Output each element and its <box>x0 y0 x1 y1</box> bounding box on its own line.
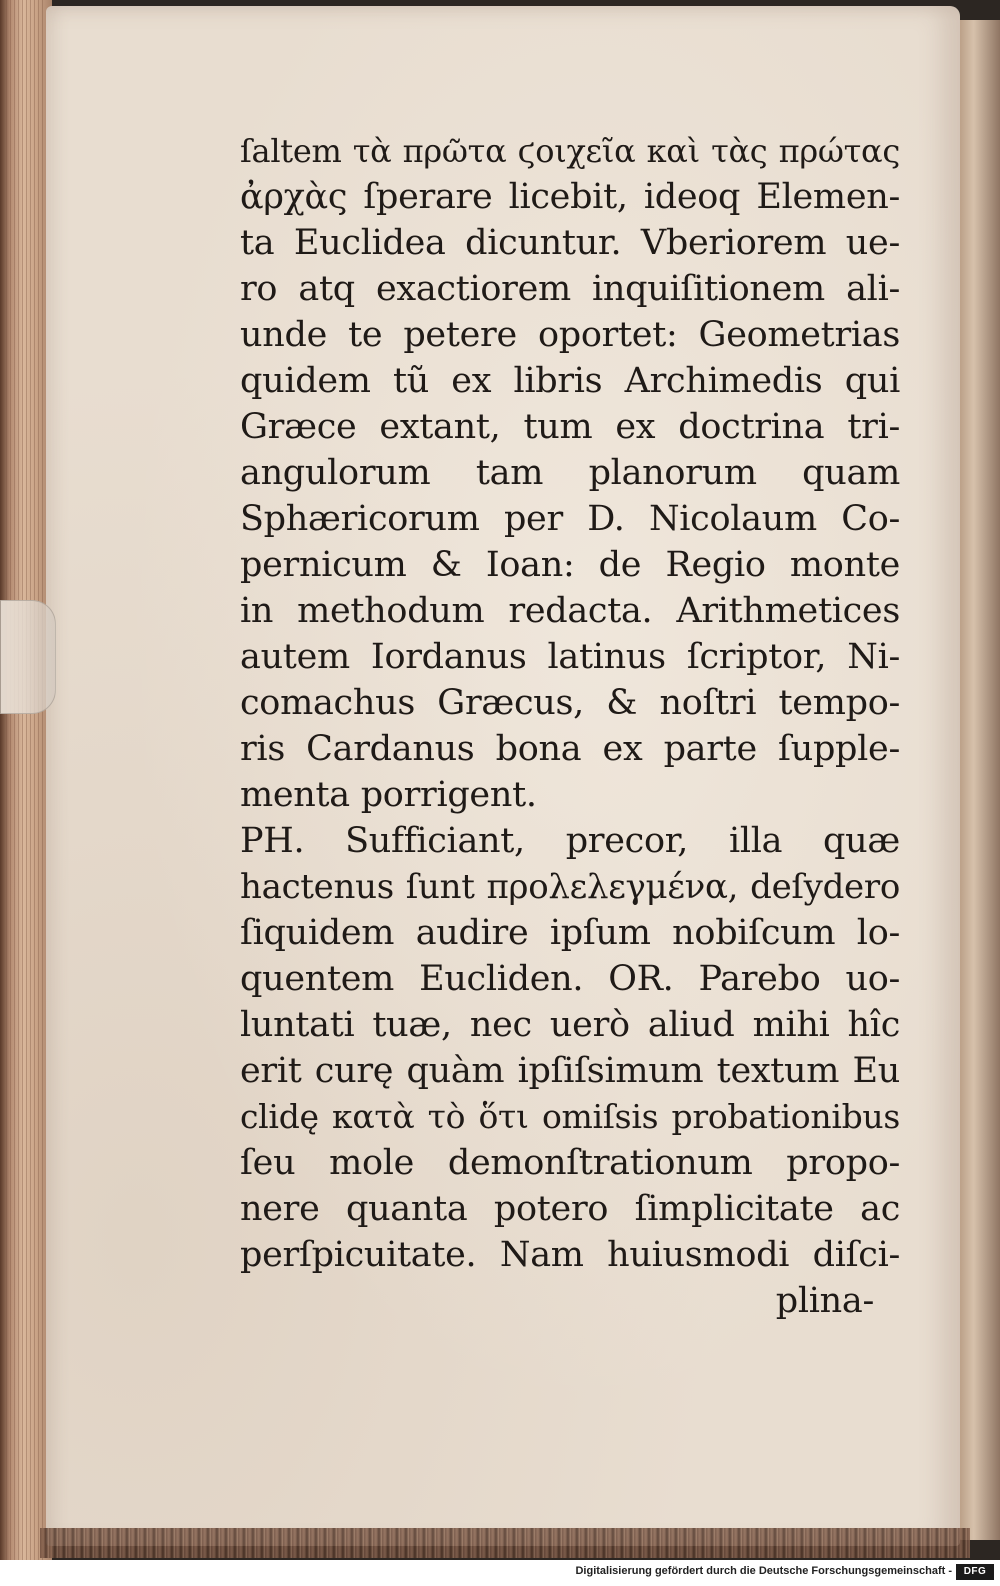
funding-credit: Digitalisierung gefördert durch die Deutsche Forschungsgemeinschaft - <box>575 1565 952 1577</box>
facing-page-edge <box>956 20 1000 1540</box>
text-line-4: ro atq exactiorem inquiſitionem ali- <box>240 269 900 309</box>
text-line-1: ſaltem τὰ πρῶτα ϛοιχεῖα καὶ τὰς πρώτας <box>240 132 900 170</box>
text-line-5: unde te petere oportet: Geometrias <box>240 315 900 355</box>
page-text <box>240 128 900 1324</box>
text-line-6: quidem tũ ex libris Archimedis qui <box>240 361 900 401</box>
text-line-12: autem Iordanus latinus ſcriptor, Ni- <box>240 637 900 677</box>
text-line-11: in methodum redacta. Arithmetices <box>240 591 900 631</box>
text-line-17: hactenus ſunt προλελεγμένα, deſydero <box>240 867 900 907</box>
text-line-9: Sphæricorum per D. Nicolaum Co- <box>240 499 900 539</box>
text-line-10: pernicum & Ioan: de Regio monte <box>240 545 900 585</box>
footer-bar <box>0 1560 1000 1586</box>
text-line-24: nere quanta potero ſimplicitate ac <box>240 1189 900 1229</box>
text-line-21: erit curę quàm ipſiſsimum textum Eu <box>240 1051 900 1091</box>
text-line-18: ſiquidem audire ipſum nobiſcum lo- <box>240 913 900 953</box>
text-line-2: ἀρχὰς ſperare licebit, ideoq Elemen- <box>240 177 900 217</box>
text-line-15: menta porrigent. <box>240 775 537 815</box>
book-spine-edge <box>0 0 52 1560</box>
text-line-22: clidę κατὰ τὸ ὅτι omiſsis probationibus <box>240 1097 900 1136</box>
text-line-13: comachus Græcus, & noſtri tempo- <box>240 683 900 723</box>
text-line-8: angulorum tam planorum quam <box>240 453 900 493</box>
text-line-25: perſpicuitate. Nam huiusmodi diſci- <box>240 1235 900 1275</box>
text-line-20: luntati tuæ, nec uerò aliud mihi hîc <box>240 1005 900 1045</box>
text-line-3: ta Euclidea dicuntur. Vberiorem ue- <box>240 223 900 263</box>
bottom-page-edges <box>40 1528 970 1558</box>
text-line-7: Græce extant, tum ex doctrina tri- <box>240 407 900 447</box>
dfg-logo-icon: DFG <box>956 1564 994 1580</box>
page-clip <box>0 600 56 714</box>
text-line-19: quentem Eucliden. OR. Parebo uo- <box>240 959 900 999</box>
text-line-23: ſeu mole demonſtrationum propo- <box>240 1143 900 1183</box>
catchword: plina- <box>775 1281 874 1321</box>
text-line-14: ris Cardanus bona ex parte ſupple- <box>240 729 900 769</box>
text-line-16: PH. Sufficiant, precor, illa quæ <box>240 821 900 861</box>
page-edges <box>6 0 46 1560</box>
